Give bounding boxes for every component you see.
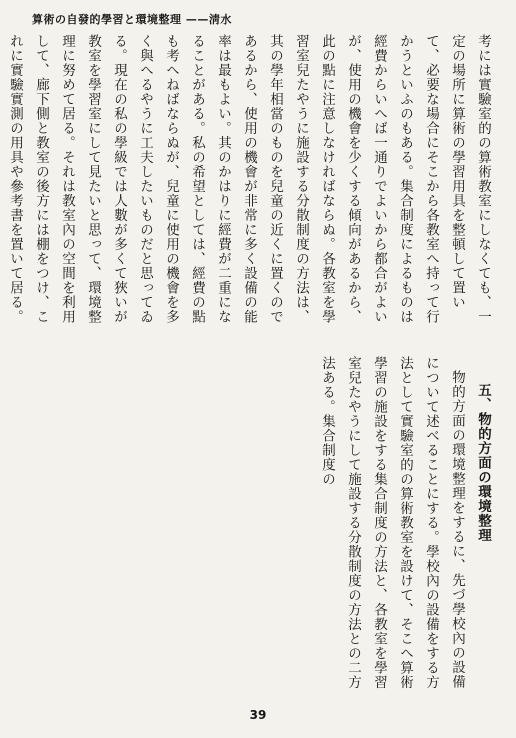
running-head: 算術の自發的學習と環境整理 ——淸水 [32,13,232,26]
paragraph: 考には實驗室的の算術教室にしなくても、一定の場所に算術の學習用具を整頓して置いて、必要な場合にそこから各教室へ持って行かうといふのもある。集合制度によるものは經費からいへば一通りでよいから都合がよいが、使用の機會を少くする傾向があるから、此の點に注意しなければならぬ。各教室を學習室兒たやうに施設する分散制度の方法は、其の學年相當のものを兒童の近くに置くのであるから、使用の機會が非常に多く設備の能率は最もよい。其のかはりに經費が二重になることがある。私の希望としては、經費の點も考へねばならぬが、兒童に使用の機會を多く與へるやうに工夫したいものだと思ってゐる。現在の私の學級では人數が多くて狹いが教室を學習室にして見たいと思って、環境整理に努めて居る。それは教室內の空間を利用して、廊下側と教室の後方には棚をつけ、これに實驗實測の用具や參考書を置いて居る。 [7,34,491,324]
paragraph: 物的方面の環境整理をするに、先づ學校內の設備について述べることにする。學校內の設備をする方法として實驗室的の算術教室を設けて、そこへ算術學習の施設をする集合制度の方法と、各教室を學習室兒たやうにして施設する分散制度の方法との二方法ある。集合制度の [319,356,465,690]
page-number: 39 [249,708,267,722]
top-text-column [7,34,496,334]
bottom-text-column [24,356,496,696]
top-text-block [7,34,496,334]
section-heading: 五、物的方面の環境整理 [475,383,491,543]
bottom-text-block [24,356,496,696]
